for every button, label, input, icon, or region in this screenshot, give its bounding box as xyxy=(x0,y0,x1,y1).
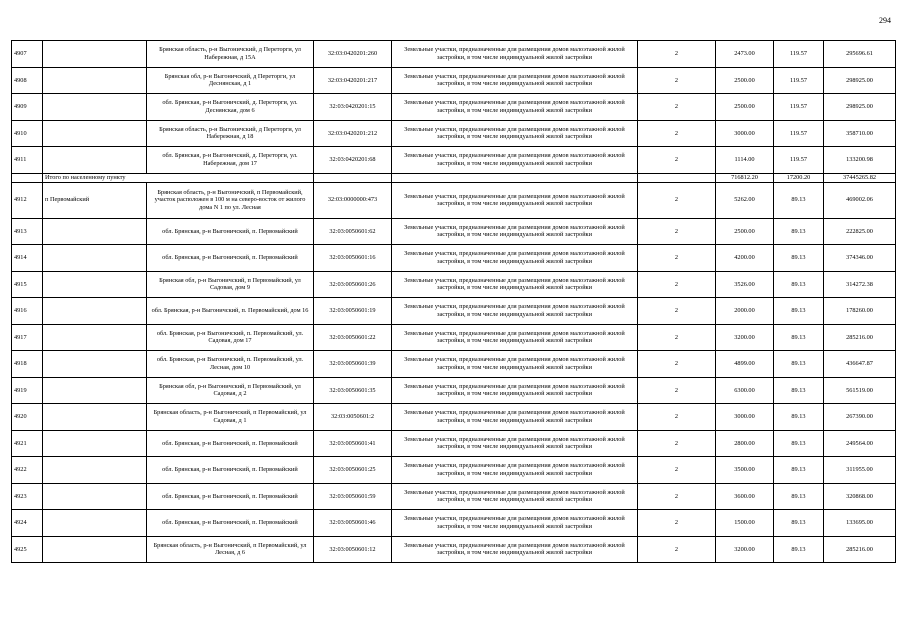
row-area: 3600.00 xyxy=(716,483,774,510)
row-cadastral-number: 32:03:0050601:41 xyxy=(314,430,392,457)
row-permitted-use: Земельные участки, предназначенные для размещения домов малоэтажной жилой застройки, в том числе индивидуальной жилой застройки xyxy=(392,457,638,484)
row-total-value: 320868.00 xyxy=(824,483,896,510)
row-category: 2 xyxy=(638,94,716,121)
table-row xyxy=(12,67,896,94)
row-total-value: 374346.00 xyxy=(824,245,896,272)
row-number: 4914 xyxy=(12,245,43,272)
row-area: 3500.00 xyxy=(716,457,774,484)
row-unit-price: 89.13 xyxy=(774,430,824,457)
settlement-name-cell xyxy=(43,483,147,510)
row-area: 1500.00 xyxy=(716,510,774,537)
subtotal-empty-cad xyxy=(314,173,392,182)
table-row xyxy=(12,271,896,298)
row-area: 2000.00 xyxy=(716,298,774,325)
subtotal-area: 716812.20 xyxy=(716,173,774,182)
row-permitted-use: Земельные участки, предназначенные для размещения домов малоэтажной жилой застройки, в том числе индивидуальной жилой застройки xyxy=(392,351,638,378)
settlement-name-cell xyxy=(43,218,147,245)
row-unit-price: 89.13 xyxy=(774,510,824,537)
page-number: 294 xyxy=(879,16,891,25)
row-area: 3200.00 xyxy=(716,536,774,563)
row-category: 2 xyxy=(638,404,716,431)
row-permitted-use: Земельные участки, предназначенные для размещения домов малоэтажной жилой застройки, в том числе индивидуальной жилой застройки xyxy=(392,404,638,431)
row-cadastral-number: 32:03:0050601:35 xyxy=(314,377,392,404)
row-number: 4921 xyxy=(12,430,43,457)
row-total-value: 311955.00 xyxy=(824,457,896,484)
row-cadastral-number: 32:03:0050601:16 xyxy=(314,245,392,272)
row-category: 2 xyxy=(638,147,716,174)
row-category: 2 xyxy=(638,510,716,537)
row-number: 4917 xyxy=(12,324,43,351)
row-cadastral-number: 32:03:0050601:12 xyxy=(314,536,392,563)
row-cadastral-number: 32:03:0050601:2 xyxy=(314,404,392,431)
land-register-table xyxy=(11,40,896,563)
settlement-name-cell xyxy=(43,271,147,298)
settlement-name-cell xyxy=(43,298,147,325)
row-cadastral-number: 32:03:0050601:46 xyxy=(314,510,392,537)
settlement-name-cell xyxy=(43,430,147,457)
row-permitted-use: Земельные участки, предназначенные для размещения домов малоэтажной жилой застройки, в том числе индивидуальной жилой застройки xyxy=(392,41,638,68)
row-category: 2 xyxy=(638,351,716,378)
row-unit-price: 89.13 xyxy=(774,271,824,298)
row-area: 2500.00 xyxy=(716,67,774,94)
row-total-value: 298925.00 xyxy=(824,67,896,94)
row-unit-price: 119.57 xyxy=(774,67,824,94)
row-area: 1114.00 xyxy=(716,147,774,174)
table-row xyxy=(12,147,896,174)
row-address: обл. Брянская, р-н Выгоничский, п. Первомайский xyxy=(147,457,314,484)
row-total-value: 267390.00 xyxy=(824,404,896,431)
subtotal-num-cell xyxy=(12,173,43,182)
row-category: 2 xyxy=(638,41,716,68)
row-address: Брянская обл, р-н Выгоничский, п Первомайский, ул Садовая, дом 9 xyxy=(147,271,314,298)
row-area: 6300.00 xyxy=(716,377,774,404)
row-permitted-use: Земельные участки, предназначенные для размещения домов малоэтажной жилой застройки, в том числе индивидуальной жилой застройки xyxy=(392,536,638,563)
row-total-value: 298925.00 xyxy=(824,94,896,121)
table-row xyxy=(12,298,896,325)
row-unit-price: 89.13 xyxy=(774,298,824,325)
row-number: 4907 xyxy=(12,41,43,68)
row-address: Брянская область, р-н Выгоничский, д Переторги, ул Набережная, д 18 xyxy=(147,120,314,147)
row-cadastral-number: 32:03:0420201:15 xyxy=(314,94,392,121)
row-permitted-use: Земельные участки, предназначенные для размещения домов малоэтажной жилой застройки, в том числе индивидуальной жилой застройки xyxy=(392,147,638,174)
settlement-name-cell xyxy=(43,41,147,68)
row-cadastral-number: 32:03:0420201:68 xyxy=(314,147,392,174)
row-category: 2 xyxy=(638,324,716,351)
row-number: 4915 xyxy=(12,271,43,298)
row-total-value: 285216.00 xyxy=(824,536,896,563)
row-cadastral-number: 32:03:0420201:217 xyxy=(314,67,392,94)
row-area: 3000.00 xyxy=(716,404,774,431)
row-cadastral-number: 32:03:0420201:260 xyxy=(314,41,392,68)
table-row xyxy=(12,182,896,218)
row-area: 3000.00 xyxy=(716,120,774,147)
row-address: Брянская область, р-н Выгоничский, п Первомайский, ул Садовая, д 1 xyxy=(147,404,314,431)
row-category: 2 xyxy=(638,245,716,272)
settlement-name-cell xyxy=(43,510,147,537)
row-area: 4200.00 xyxy=(716,245,774,272)
row-cadastral-number: 32:03:0050601:19 xyxy=(314,298,392,325)
row-permitted-use: Земельные участки, предназначенные для размещения домов малоэтажной жилой застройки, в том числе индивидуальной жилой застройки xyxy=(392,298,638,325)
row-unit-price: 89.13 xyxy=(774,377,824,404)
row-total-value: 295696.61 xyxy=(824,41,896,68)
settlement-name-cell xyxy=(43,404,147,431)
table-row xyxy=(12,457,896,484)
subtotal-label: Итого по населенному пункту xyxy=(43,173,314,182)
row-permitted-use: Земельные участки, предназначенные для размещения домов малоэтажной жилой застройки, в том числе индивидуальной жилой застройки xyxy=(392,271,638,298)
row-number: 4925 xyxy=(12,536,43,563)
row-number: 4913 xyxy=(12,218,43,245)
table-body-group-a xyxy=(12,41,896,174)
table-row xyxy=(12,120,896,147)
row-area: 3200.00 xyxy=(716,324,774,351)
row-unit-price: 89.13 xyxy=(774,218,824,245)
row-unit-price: 89.13 xyxy=(774,245,824,272)
settlement-name-cell: п Первомайский xyxy=(43,182,147,218)
row-category: 2 xyxy=(638,120,716,147)
settlement-name-cell xyxy=(43,377,147,404)
row-cadastral-number: 32:03:0050601:22 xyxy=(314,324,392,351)
row-permitted-use: Земельные участки, предназначенные для размещения домов малоэтажной жилой застройки, в том числе индивидуальной жилой застройки xyxy=(392,94,638,121)
row-category: 2 xyxy=(638,67,716,94)
row-address: Брянская область, р-н Выгоничский, п Первомайский, ул Лесная, д 6 xyxy=(147,536,314,563)
settlement-name-cell xyxy=(43,120,147,147)
row-number: 4916 xyxy=(12,298,43,325)
subtotal-section xyxy=(12,173,896,182)
subtotal-empty-cat xyxy=(638,173,716,182)
row-total-value: 285216.00 xyxy=(824,324,896,351)
row-number: 4912 xyxy=(12,182,43,218)
table-row xyxy=(12,218,896,245)
row-total-value: 358710.00 xyxy=(824,120,896,147)
table-row xyxy=(12,536,896,563)
row-address: Брянская обл, р-н Выгоничский, п Первомайский, ул Садовая, д 2 xyxy=(147,377,314,404)
row-unit-price: 119.57 xyxy=(774,94,824,121)
row-address: обл. Брянская, р-н Выгоничский, п. Первомайский, дом 16 xyxy=(147,298,314,325)
table-row xyxy=(12,245,896,272)
row-category: 2 xyxy=(638,430,716,457)
row-unit-price: 119.57 xyxy=(774,147,824,174)
row-category: 2 xyxy=(638,457,716,484)
settlement-name-cell xyxy=(43,94,147,121)
settlement-name-cell xyxy=(43,324,147,351)
table-row xyxy=(12,377,896,404)
row-address: обл. Брянская, р-н Выгоничский, п. Первомайский xyxy=(147,510,314,537)
settlement-name-cell xyxy=(43,245,147,272)
row-address: Брянская обл, р-н Выгоничский, д Переторги, ул Деснянская, д 1 xyxy=(147,67,314,94)
table-row xyxy=(12,404,896,431)
row-category: 2 xyxy=(638,377,716,404)
row-address: Брянская область, р-н Выгоничский, д Переторги, ул Набережная, д 15А xyxy=(147,41,314,68)
row-number: 4909 xyxy=(12,94,43,121)
row-permitted-use: Земельные участки, предназначенные для размещения домов малоэтажной жилой застройки, в том числе индивидуальной жилой застройки xyxy=(392,324,638,351)
row-category: 2 xyxy=(638,218,716,245)
row-number: 4910 xyxy=(12,120,43,147)
row-address: обл. Брянская, р-н Выгоничский, п. Первомайский xyxy=(147,245,314,272)
settlement-name-cell xyxy=(43,536,147,563)
table-row xyxy=(12,94,896,121)
row-total-value: 133695.00 xyxy=(824,510,896,537)
row-address: обл. Брянская, р-н Выгоничский, д. Переторги, ул. Набережная, дом 17 xyxy=(147,147,314,174)
row-unit-price: 89.13 xyxy=(774,324,824,351)
row-permitted-use: Земельные участки, предназначенные для размещения домов малоэтажной жилой застройки, в том числе индивидуальной жилой застройки xyxy=(392,120,638,147)
table-row xyxy=(12,430,896,457)
subtotal-row xyxy=(12,173,896,182)
row-number: 4919 xyxy=(12,377,43,404)
table-row xyxy=(12,41,896,68)
row-permitted-use: Земельные участки, предназначенные для размещения домов малоэтажной жилой застройки, в том числе индивидуальной жилой застройки xyxy=(392,510,638,537)
settlement-name-cell xyxy=(43,351,147,378)
row-address: Брянская область, р-н Выгоничский, п Первомайский, участок расположен в 100 м на северо-восток от жилого дома N 1 по ул. Лесная xyxy=(147,182,314,218)
row-cadastral-number: 32:03:0000000:473 xyxy=(314,182,392,218)
row-permitted-use: Земельные участки, предназначенные для размещения домов малоэтажной жилой застройки, в том числе индивидуальной жилой застройки xyxy=(392,430,638,457)
table-row xyxy=(12,510,896,537)
row-address: обл. Брянская, р-н Выгоничский, п. Первомайский xyxy=(147,483,314,510)
settlement-name-cell xyxy=(43,457,147,484)
row-area: 4899.00 xyxy=(716,351,774,378)
settlement-name-cell xyxy=(43,67,147,94)
row-area: 2473.00 xyxy=(716,41,774,68)
row-area: 3526.00 xyxy=(716,271,774,298)
row-total-value: 249564.00 xyxy=(824,430,896,457)
row-address: обл. Брянская, р-н Выгоничский, п. Первомайский xyxy=(147,430,314,457)
row-area: 2800.00 xyxy=(716,430,774,457)
row-area: 2500.00 xyxy=(716,94,774,121)
table-row xyxy=(12,324,896,351)
row-cadastral-number: 32:03:0420201:212 xyxy=(314,120,392,147)
row-unit-price: 119.57 xyxy=(774,120,824,147)
row-permitted-use: Земельные участки, предназначенные для размещения домов малоэтажной жилой застройки, в том числе индивидуальной жилой застройки xyxy=(392,218,638,245)
row-area: 2500.00 xyxy=(716,218,774,245)
row-category: 2 xyxy=(638,182,716,218)
subtotal-empty-use xyxy=(392,173,638,182)
row-total-value: 133200.98 xyxy=(824,147,896,174)
row-total-value: 178260.00 xyxy=(824,298,896,325)
row-total-value: 436647.87 xyxy=(824,351,896,378)
row-number: 4908 xyxy=(12,67,43,94)
row-unit-price: 89.13 xyxy=(774,182,824,218)
row-permitted-use: Земельные участки, предназначенные для размещения домов малоэтажной жилой застройки, в том числе индивидуальной жилой застройки xyxy=(392,377,638,404)
row-unit-price: 89.13 xyxy=(774,536,824,563)
row-number: 4911 xyxy=(12,147,43,174)
table-row xyxy=(12,483,896,510)
row-unit-price: 89.13 xyxy=(774,351,824,378)
table-row xyxy=(12,351,896,378)
row-category: 2 xyxy=(638,298,716,325)
row-number: 4920 xyxy=(12,404,43,431)
row-unit-price: 89.13 xyxy=(774,404,824,431)
row-permitted-use: Земельные участки, предназначенные для размещения домов малоэтажной жилой застройки, в том числе индивидуальной жилой застройки xyxy=(392,483,638,510)
row-unit-price: 119.57 xyxy=(774,41,824,68)
row-cadastral-number: 32:03:0050601:26 xyxy=(314,271,392,298)
row-permitted-use: Земельные участки, предназначенные для размещения домов малоэтажной жилой застройки, в том числе индивидуальной жилой застройки xyxy=(392,182,638,218)
row-unit-price: 89.13 xyxy=(774,483,824,510)
row-total-value: 222825.00 xyxy=(824,218,896,245)
row-area: 5262.00 xyxy=(716,182,774,218)
row-cadastral-number: 32:03:0050601:62 xyxy=(314,218,392,245)
row-cadastral-number: 32:03:0050601:25 xyxy=(314,457,392,484)
row-total-value: 469002.06 xyxy=(824,182,896,218)
row-cadastral-number: 32:03:0050601:59 xyxy=(314,483,392,510)
table-body-group-b xyxy=(12,182,896,563)
row-address: обл. Брянская, р-н Выгоничский, п. Первомайский, ул. Садовая, дом 17 xyxy=(147,324,314,351)
row-address: обл. Брянская, р-н Выгоничский, п. Первомайский, ул. Лесная, дом 10 xyxy=(147,351,314,378)
row-category: 2 xyxy=(638,483,716,510)
row-category: 2 xyxy=(638,536,716,563)
row-unit-price: 89.13 xyxy=(774,457,824,484)
row-number: 4918 xyxy=(12,351,43,378)
row-category: 2 xyxy=(638,271,716,298)
subtotal-price: 17200.20 xyxy=(774,173,824,182)
row-address: обл. Брянская, р-н Выгоничский, д. Переторги, ул. Деснянская, дом 6 xyxy=(147,94,314,121)
row-number: 4923 xyxy=(12,483,43,510)
row-total-value: 314272.38 xyxy=(824,271,896,298)
row-number: 4922 xyxy=(12,457,43,484)
subtotal-total: 37445265.82 xyxy=(824,173,896,182)
row-permitted-use: Земельные участки, предназначенные для размещения домов малоэтажной жилой застройки, в том числе индивидуальной жилой застройки xyxy=(392,245,638,272)
settlement-name-cell xyxy=(43,147,147,174)
row-permitted-use: Земельные участки, предназначенные для размещения домов малоэтажной жилой застройки, в том числе индивидуальной жилой застройки xyxy=(392,67,638,94)
row-cadastral-number: 32:03:0050601:39 xyxy=(314,351,392,378)
row-total-value: 561519.00 xyxy=(824,377,896,404)
row-address: обл. Брянская, р-н Выгоничский, п. Первомайский xyxy=(147,218,314,245)
row-number: 4924 xyxy=(12,510,43,537)
